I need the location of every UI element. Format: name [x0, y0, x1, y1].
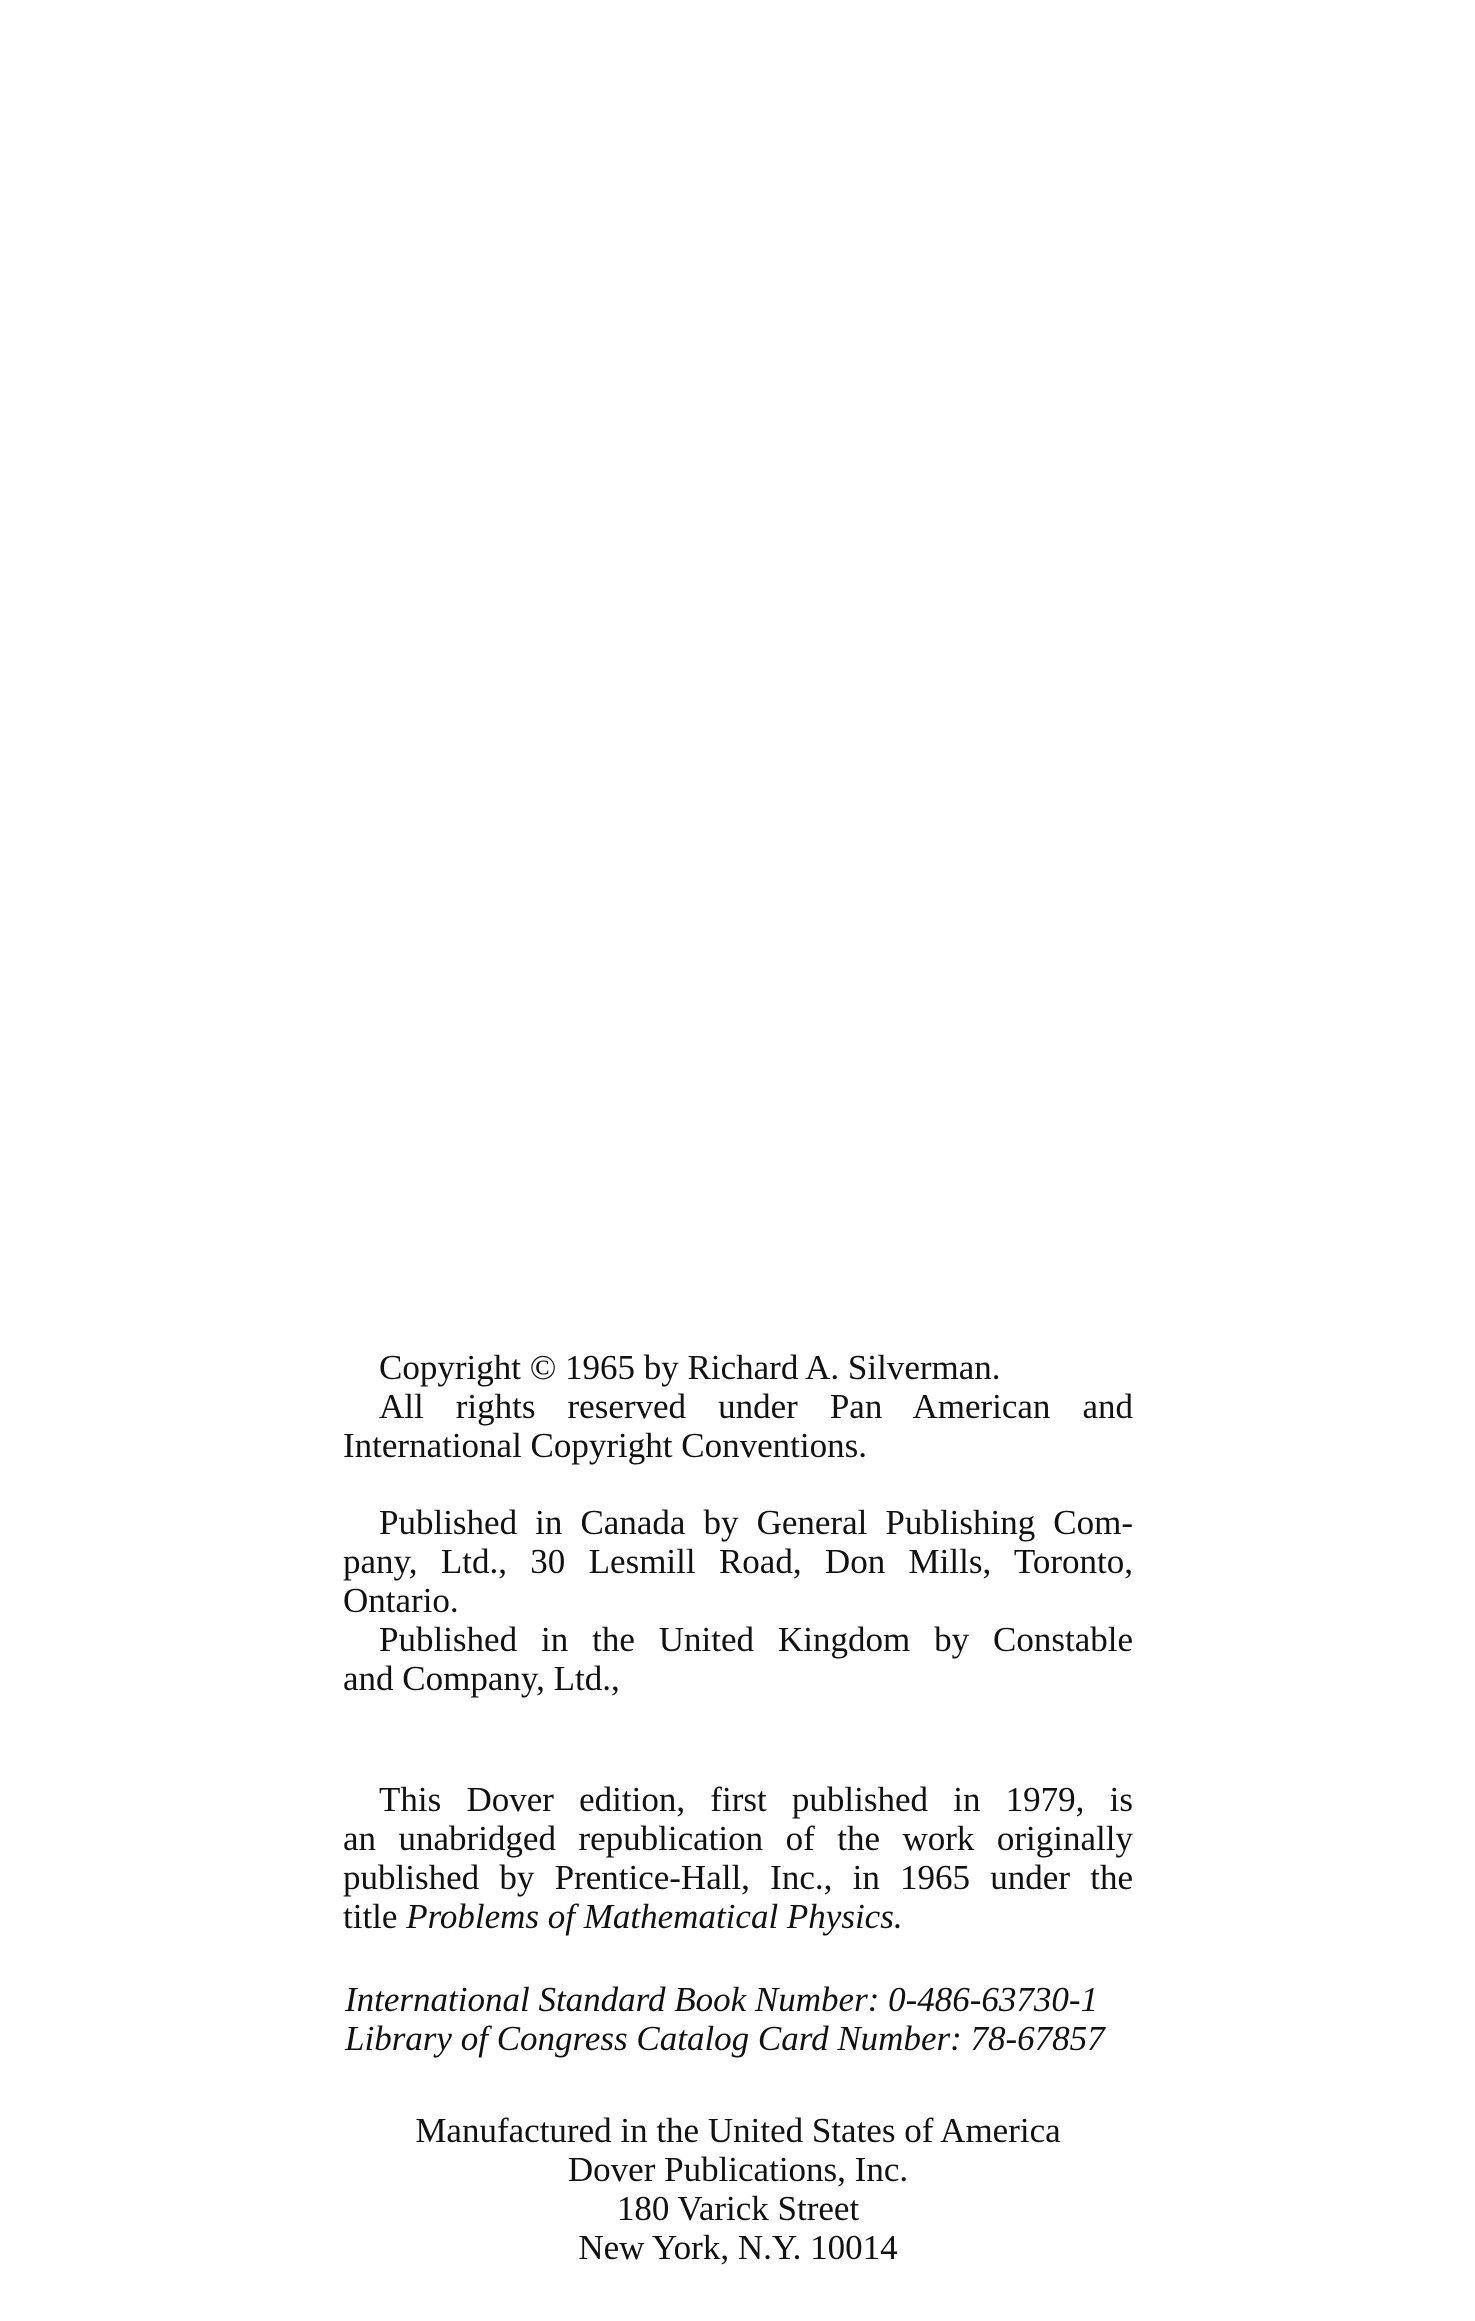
rights-reserved-line: All rights reserved under Pan American and	[379, 1387, 1133, 1426]
publisher-address	[343, 2111, 1133, 2267]
publisher-name: Dover Publications, Inc.	[567, 2150, 909, 2189]
edition-line-3: published by Prentice-Hall, Inc., in 1965 under the	[343, 1858, 1133, 1897]
publishers-section	[343, 1503, 1133, 1698]
lccn-line: Library of Congress Catalog Card Number: 78-67857	[345, 2019, 1105, 2058]
street-address: 180 Varick Street	[616, 2189, 860, 2228]
edition-title-prefix: title	[343, 1897, 407, 1936]
edition-line-2: an unabridged republication of the work originally	[343, 1819, 1133, 1858]
original-book-title: Problems of Mathematical Physics.	[406, 1897, 903, 1936]
conventions-line: International Copyright Conventions.	[343, 1426, 867, 1465]
isbn-line: International Standard Book Number: 0-486-63730-1	[345, 1980, 1099, 2019]
copyright-line: Copyright © 1965 by Richard A. Silverman.	[379, 1348, 1001, 1387]
manufactured-line: Manufactured in the United States of America	[415, 2111, 1061, 2150]
edition-notice	[343, 1780, 1133, 1936]
catalog-numbers	[345, 1980, 1135, 2058]
city-address: New York, N.Y. 10014	[578, 2228, 898, 2267]
edition-line-4	[343, 1897, 1133, 1936]
copyright-notice	[343, 1348, 1133, 1465]
uk-publisher-line-1: Published in the United Kingdom by Constable	[379, 1620, 1133, 1659]
uk-publisher-line-2: and Company, Ltd.,	[343, 1659, 620, 1698]
edition-line-1: This Dover edition, first published in 1979, is	[379, 1780, 1133, 1819]
canada-publisher-line-3: Ontario.	[343, 1581, 459, 1620]
canada-publisher-line-2: pany, Ltd., 30 Lesmill Road, Don Mills, Toronto,	[343, 1542, 1133, 1581]
canada-publisher-line-1: Published in Canada by General Publishing Com-	[379, 1503, 1133, 1542]
